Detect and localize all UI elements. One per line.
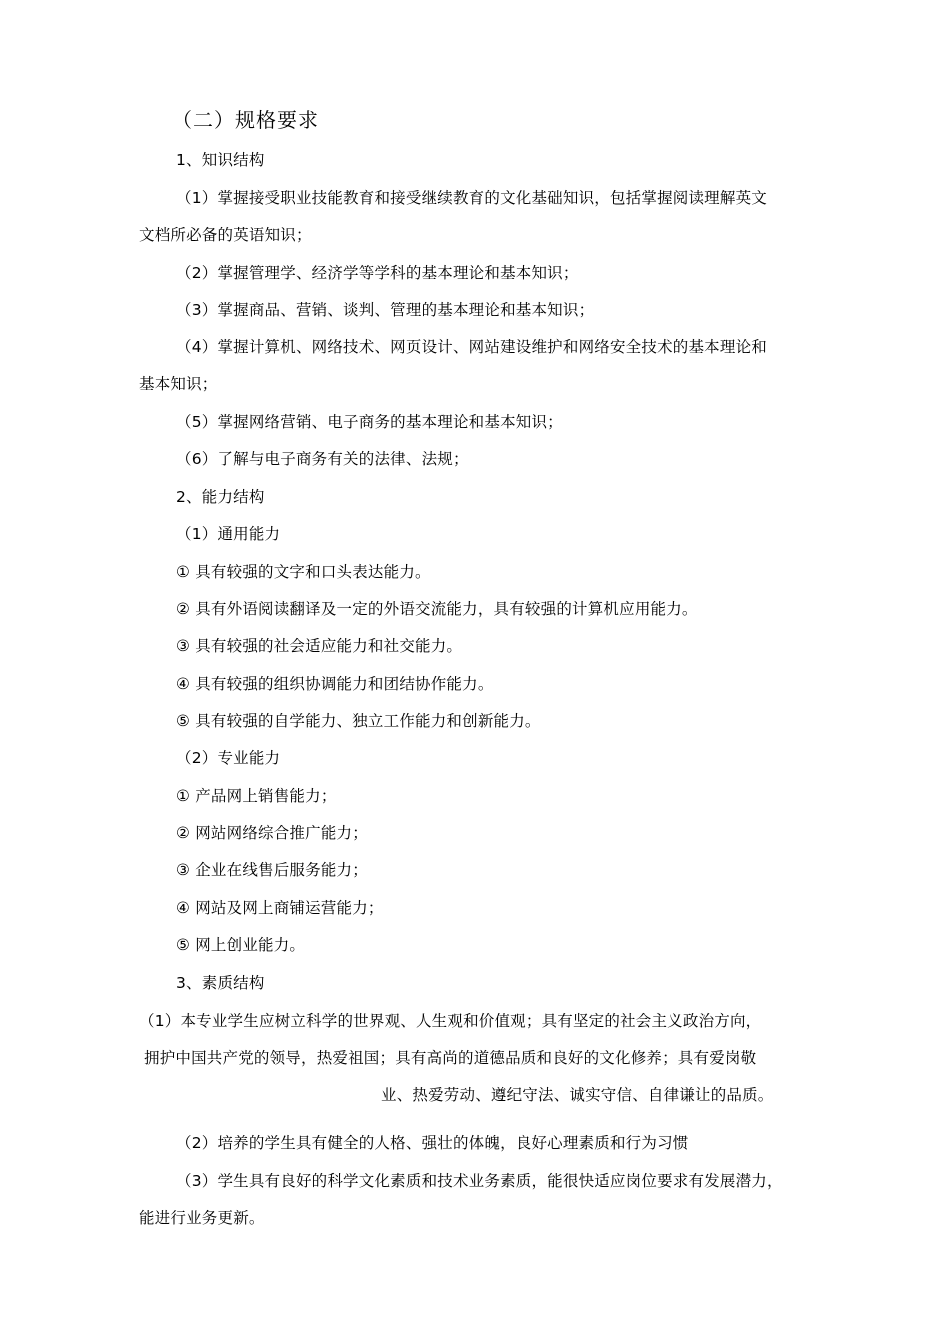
general-ability-item-1: ① 具有较强的文字和口头表达能力。 [176, 563, 431, 581]
knowledge-item-3: （3）掌握商品、营销、谈判、管理的基本理论和基本知识； [176, 301, 595, 319]
professional-ability-item-3: ③ 企业在线售后服务能力； [176, 861, 368, 879]
knowledge-item-1-line-2: 文档所必备的英语知识； [139, 226, 312, 244]
section-title: （二）规格要求 [172, 108, 319, 132]
knowledge-item-4-line-1: （4）掌握计算机、网络技术、网页设计、网站建设维护和网络安全技术的基本理论和 [176, 338, 767, 356]
knowledge-item-4-line-2: 基本知识； [139, 375, 218, 393]
general-ability-item-4: ④ 具有较强的组织协调能力和团结协作能力。 [176, 675, 494, 693]
knowledge-heading: 1、知识结构 [176, 151, 265, 169]
quality-item-1-line-1: （1）本专业学生应树立科学的世界观、人生观和价值观；具有坚定的社会主义政治方向， [139, 1012, 762, 1030]
knowledge-item-6: （6）了解与电子商务有关的法律、法规； [176, 450, 469, 468]
general-ability-heading: （1）通用能力 [176, 525, 281, 543]
knowledge-item-2: （2）掌握管理学、经济学等学科的基本理论和基本知识； [176, 264, 579, 282]
general-ability-item-5: ⑤ 具有较强的自学能力、独立工作能力和创新能力。 [176, 712, 541, 730]
general-ability-item-3: ③ 具有较强的社会适应能力和社交能力。 [176, 637, 463, 655]
quality-item-3-line-2: 能进行业务更新。 [139, 1209, 265, 1227]
professional-ability-item-5: ⑤ 网上创业能力。 [176, 936, 306, 954]
quality-item-1-line-2: 拥护中国共产党的领导，热爱祖国；具有高尚的道德品质和良好的文化修养；具有爱岗敬 [144, 1049, 757, 1067]
professional-ability-item-4: ④ 网站及网上商铺运营能力； [176, 899, 384, 917]
quality-heading: 3、素质结构 [176, 974, 265, 992]
ability-heading: 2、能力结构 [176, 488, 265, 506]
professional-ability-item-1: ① 产品网上销售能力； [176, 787, 337, 805]
knowledge-item-1-line-1: （1）掌握接受职业技能教育和接受继续教育的文化基础知识，包括掌握阅读理解英文 [176, 189, 767, 207]
quality-item-1-line-3: 业、热爱劳动、遵纪守法、诚实守信、自律谦让的品质。 [381, 1086, 774, 1104]
knowledge-item-5: （5）掌握网络营销、电子商务的基本理论和基本知识； [176, 413, 563, 431]
professional-ability-item-2: ② 网站网络综合推广能力； [176, 824, 368, 842]
general-ability-item-2: ② 具有外语阅读翻译及一定的外语交流能力，具有较强的计算机应用能力。 [176, 600, 698, 618]
professional-ability-heading: （2）专业能力 [176, 749, 281, 767]
quality-item-3-line-1: （3）学生具有良好的科学文化素质和技术业务素质，能很快适应岗位要求有发展潜力， [176, 1172, 783, 1190]
quality-item-2: （2）培养的学生具有健全的人格、强壮的体魄，良好心理素质和行为习惯 [176, 1134, 689, 1152]
